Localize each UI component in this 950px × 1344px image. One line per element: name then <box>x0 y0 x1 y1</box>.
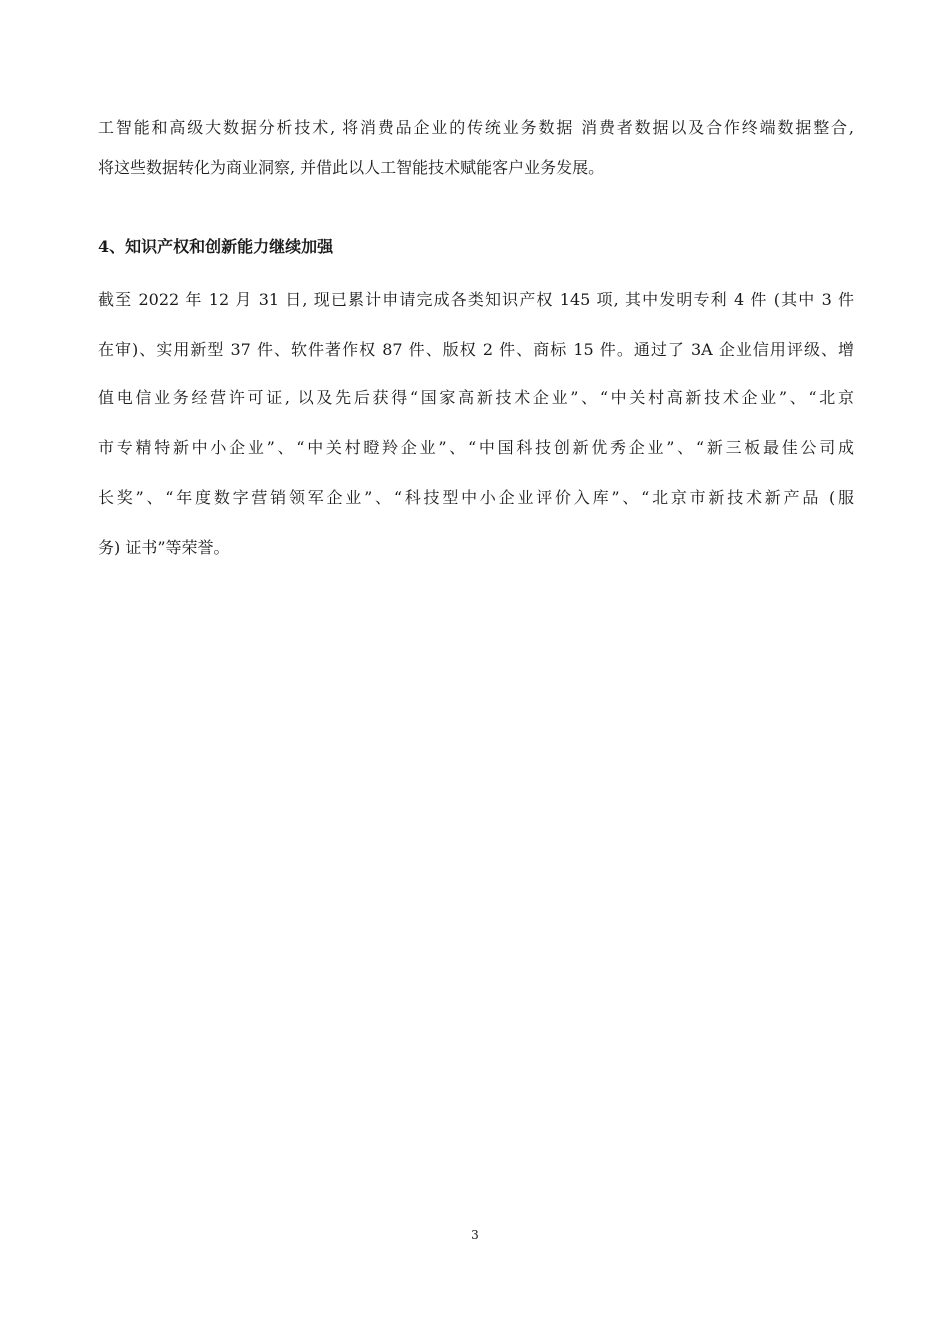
section-paragraph-line-3: 值电信业务经营许可证, 以及先后获得“国家高新技术企业”、“中关村高新技术企业”、“北京 <box>98 388 854 407</box>
section-paragraph-line-6: 务) 证书”等荣誉。 <box>98 538 230 557</box>
section-paragraph-line-2: 在审)、实用新型 37 件、软件著作权 87 件、版权 2 件、商标 15 件。通过了 3A 企业信用评级、增 <box>98 340 854 359</box>
section-paragraph-line-5: 长奖”、“年度数字营销领军企业”、“科技型中小企业评价入库”、“北京市新技术新产品 (服 <box>98 488 854 507</box>
section-heading: 4、知识产权和创新能力继续加强 <box>98 237 334 256</box>
intro-paragraph-line-1: 工智能和高级大数据分析技术, 将消费品企业的传统业务数据 消费者数据以及合作终端数据整合, <box>98 118 854 137</box>
intro-paragraph-line-2: 将这些数据转化为商业洞察, 并借此以人工智能技术赋能客户业务发展。 <box>98 158 605 177</box>
section-paragraph-line-4: 市专精特新中小企业”、“中关村瞪羚企业”、“中国科技创新优秀企业”、“新三板最佳公司成 <box>98 438 854 457</box>
section-paragraph-line-1: 截至 2022 年 12 月 31 日, 现已累计申请完成各类知识产权 145 项, 其中发明专利 4 件 (其中 3 件 <box>98 290 854 309</box>
page-number: 3 <box>471 1228 479 1242</box>
